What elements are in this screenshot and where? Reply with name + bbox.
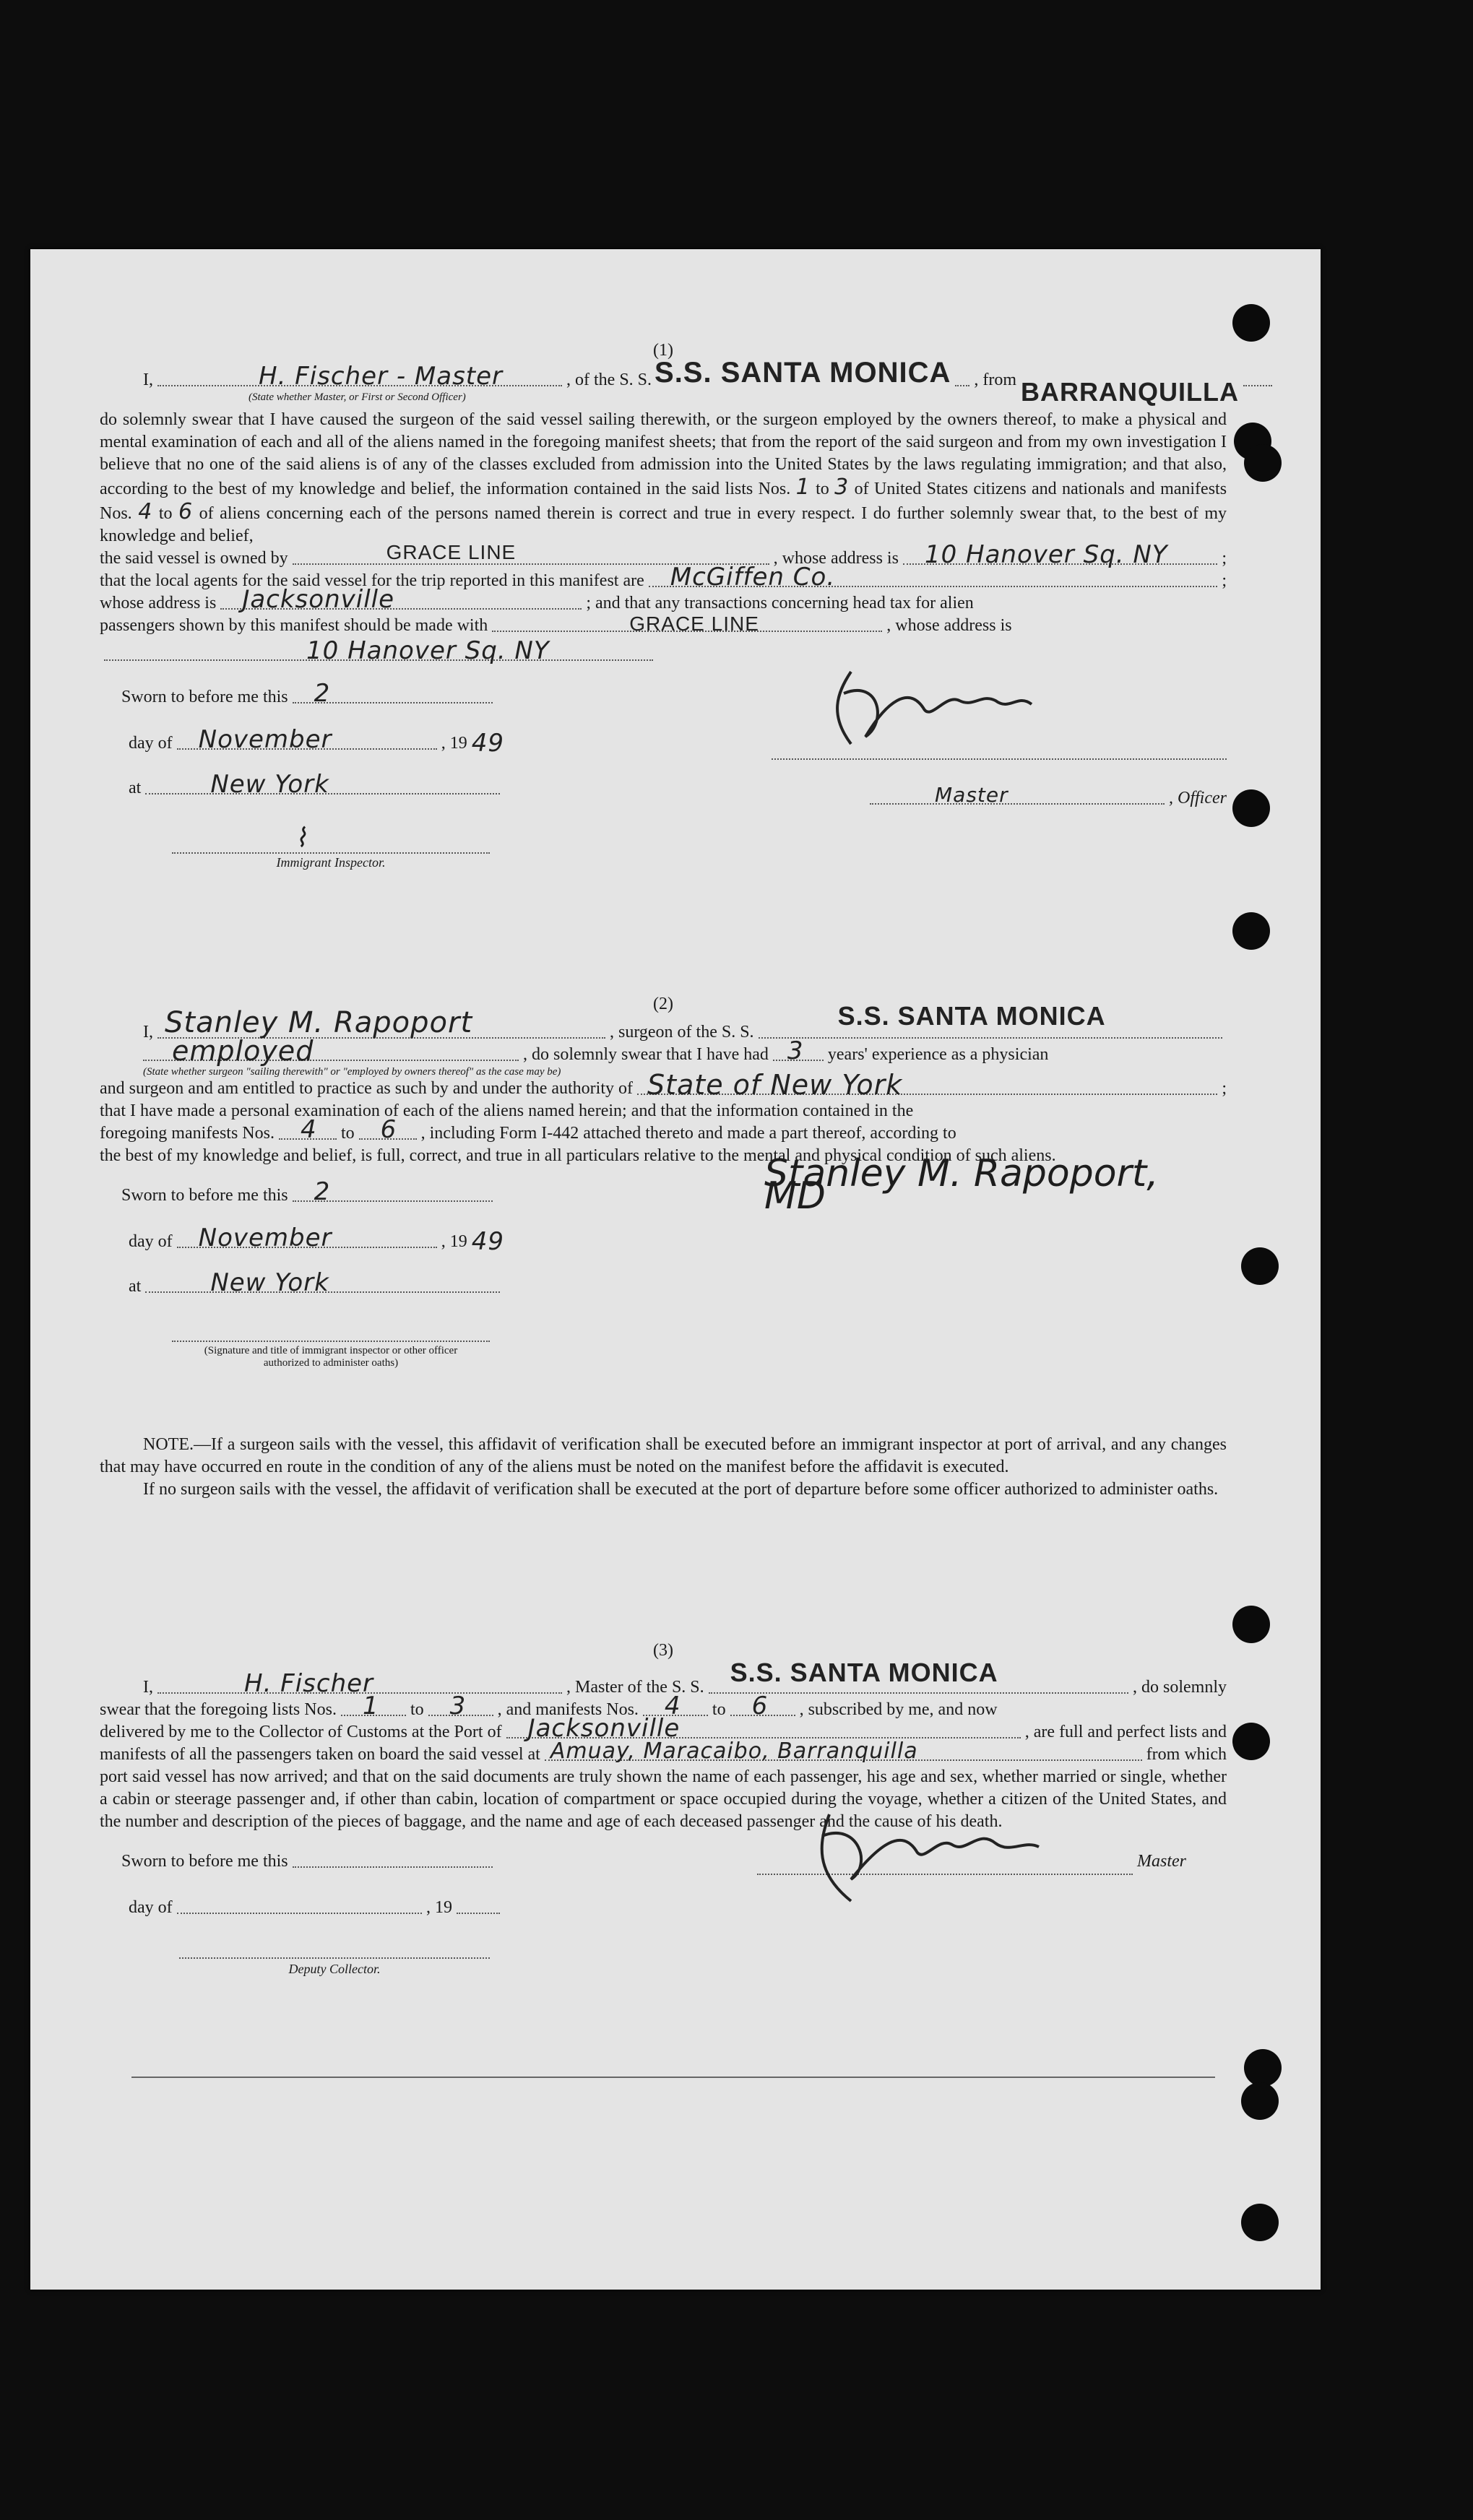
including-text: , including Form I-442 attached thereto and made a part thereof, according to bbox=[420, 1124, 956, 1143]
officer-label: , Officer bbox=[1169, 789, 1227, 807]
master-name-handwritten: H. Fischer bbox=[244, 1669, 374, 1698]
sworn-day-handwritten: 2 bbox=[314, 679, 331, 708]
punch-hole bbox=[1241, 1247, 1279, 1285]
sworn-day-field bbox=[293, 1177, 493, 1206]
punch-hole bbox=[1232, 304, 1270, 342]
vessel-field bbox=[759, 1001, 1222, 1039]
surgeon-name-handwritten: Stanley M. Rapoport bbox=[165, 1006, 473, 1039]
to-text: to bbox=[816, 480, 829, 498]
sworn-day-field bbox=[293, 679, 493, 708]
place-field bbox=[145, 770, 500, 799]
at-line bbox=[129, 1268, 504, 1298]
citizens-text: of United States citizens and nationals and manifests Nos. bbox=[100, 480, 1227, 523]
of-ss-text: , of the S. S. bbox=[566, 371, 652, 389]
manifest-to: 6 bbox=[751, 1692, 769, 1720]
vessel-field bbox=[955, 385, 969, 386]
affidavit-surgeon-section bbox=[100, 993, 1227, 1408]
master-signature-area bbox=[757, 1850, 1133, 1875]
owned-by-text: the said vessel is owned by bbox=[100, 549, 288, 568]
punch-hole bbox=[1232, 912, 1270, 950]
authority-text: and surgeon and am entitled to practice as such by and under the authority of bbox=[100, 1079, 633, 1098]
year-handwritten: 49 bbox=[471, 1227, 504, 1256]
owner-stamp: GRACE LINE bbox=[386, 541, 517, 563]
manifest-to: 6 bbox=[178, 499, 194, 524]
authority-handwritten: State of New York bbox=[647, 1069, 903, 1101]
inspector-caption: Immigrant Inspector. bbox=[276, 855, 386, 870]
manifest-from: 4 bbox=[300, 1115, 317, 1144]
oath-text: do solemnly swear that I have caused the surgeon of the said vessel sailing therewith, or the surgeon employed by the owners thereof, to make a physical and mental examination of each and all of the aliens named in the foregoing manifest sheets; that from the report of the said surgeon and from my own investigation I believe that no one of the said aliens is of any of the classes excluded from admission into the United States by the laws regulating immigration; and that also, according to the best of my knowledge and belief, the information contained in the said lists Nos. bbox=[100, 410, 1227, 498]
officer-title-handwritten: Master bbox=[935, 783, 1008, 807]
manifest-from-field bbox=[279, 1115, 337, 1144]
inspector-signature: ⌇ bbox=[172, 820, 490, 854]
master-of-text: , Master of the S. S. bbox=[566, 1678, 704, 1697]
vessel-name-stamp: S.S. SANTA MONICA bbox=[655, 357, 951, 389]
deputy-caption: Deputy Collector. bbox=[288, 1962, 381, 1976]
sworn-line bbox=[121, 679, 497, 709]
lists-from: 1 bbox=[362, 1692, 379, 1720]
sworn-line bbox=[121, 1177, 497, 1207]
master-label: Master bbox=[1137, 1852, 1186, 1871]
affidavit-page bbox=[30, 249, 1321, 2290]
pronoun: I, bbox=[143, 1678, 153, 1697]
from-which-text: from which bbox=[1146, 1745, 1227, 1764]
day-of-line bbox=[129, 725, 504, 758]
sworn-line bbox=[121, 1850, 497, 1873]
sworn-text: Sworn to before me this bbox=[121, 1186, 288, 1205]
owner-address-handwritten: 10 Hanover Sq. NY bbox=[924, 540, 1168, 569]
at-text: at bbox=[129, 779, 142, 797]
authority-line: and surgeon and am entitled to practice as such by and under the authority of State of New York ; bbox=[100, 1069, 1227, 1101]
month-field bbox=[177, 1224, 437, 1252]
note-text: —If a surgeon sails with the vessel, this affidavit of verification shall be executed before an immigrant inspector at port of arrival, and any changes that may have occurred en route in the condition of any of the aliens must be noted on the manifest before the affidavit is executed. bbox=[100, 1435, 1227, 1476]
lists-from-field bbox=[341, 1692, 406, 1720]
passengers-text: passengers shown by this manifest should be made with bbox=[100, 616, 488, 635]
head-tax-text: ; and that any transactions concerning head tax for alien bbox=[586, 594, 974, 612]
full-text: , are full and perfect lists and bbox=[1024, 1723, 1227, 1741]
year-prefix: , 19 bbox=[441, 1232, 467, 1251]
whose-address-text: , whose address is bbox=[886, 616, 1012, 635]
officer-title-field bbox=[870, 783, 1165, 807]
lists-from: 1 bbox=[795, 475, 811, 500]
month-handwritten: November bbox=[198, 725, 332, 754]
officer-line bbox=[865, 783, 1227, 810]
vessel-field bbox=[709, 1658, 1128, 1694]
agents-line: that the local agents for the said vessel for the trip reported in this manifest are McGiffen Co. ; bbox=[100, 563, 1227, 592]
punch-hole bbox=[1232, 1606, 1270, 1643]
employed-field bbox=[143, 1035, 519, 1067]
month-field bbox=[177, 1913, 422, 1914]
manifest-from: 4 bbox=[664, 1692, 681, 1720]
affidavit-delivery-section bbox=[100, 1640, 1227, 2017]
port-stamp: BARRANQUILLA bbox=[1021, 377, 1239, 407]
owner-line: the said vessel is owned by GRACE LINE , whose address is 10 Hanover Sq. NY ; bbox=[100, 540, 1227, 569]
belief-text: the best of my knowledge and belief, is full, correct, and true in all particulars relative to the mental and physical condition of such aliens. bbox=[100, 1146, 1056, 1165]
at-text: at bbox=[129, 1277, 142, 1296]
boarded-handwritten: Amuay, Maracaibo, Barranquilla bbox=[550, 1739, 918, 1764]
swear-text: , do solemnly swear that I have had bbox=[523, 1045, 769, 1064]
affidavit-master-section bbox=[100, 339, 1239, 939]
agents-address-handwritten: Jacksonville bbox=[242, 585, 394, 614]
officer-signature bbox=[822, 650, 1039, 758]
section-number: (2) bbox=[653, 995, 673, 1013]
place-handwritten: New York bbox=[210, 770, 329, 799]
punch-hole bbox=[1244, 2049, 1282, 2087]
agents-address-field bbox=[220, 585, 582, 614]
manifests-text: , and manifests Nos. bbox=[497, 1700, 639, 1719]
to-text: to bbox=[712, 1700, 726, 1719]
at-line bbox=[129, 770, 504, 800]
pronoun: I, bbox=[143, 1023, 153, 1042]
day-of-line bbox=[129, 1897, 504, 1919]
sworn-text: Sworn to before me this bbox=[121, 688, 288, 706]
note-paragraph bbox=[100, 1434, 1227, 1478]
note-text-2: If no surgeon sails with the vessel, the affidavit of verification shall be executed at the port of departure before some officer authorized to administer oaths. bbox=[143, 1480, 1219, 1499]
tax-address-line bbox=[100, 637, 1227, 666]
bottom-rule bbox=[131, 2077, 1215, 2078]
year-handwritten: 49 bbox=[471, 729, 504, 758]
manifest-to: 6 bbox=[380, 1115, 397, 1144]
boarded-line bbox=[100, 1739, 1227, 1766]
punch-hole bbox=[1232, 1723, 1270, 1760]
year-field bbox=[457, 1913, 500, 1914]
master-signature bbox=[800, 1800, 1046, 1908]
section-number: (3) bbox=[653, 1641, 673, 1660]
manifests-of-text: manifests of all the passengers taken on board the said vessel at bbox=[100, 1745, 540, 1764]
officer-signature-area bbox=[772, 693, 1227, 760]
punch-hole bbox=[1241, 2204, 1279, 2241]
master-name-field bbox=[157, 1669, 562, 1698]
officer-caption: (Signature and title of immigrant inspector or other officer authorized to administer oaths) bbox=[204, 1345, 458, 1369]
note-block bbox=[100, 1434, 1227, 1501]
employed-line bbox=[100, 1035, 1227, 1067]
taxco-stamp: GRACE LINE bbox=[629, 612, 759, 635]
master-name-field bbox=[157, 362, 562, 391]
solemnly-text: , do solemnly bbox=[1133, 1678, 1227, 1697]
delivered-text: delivered by me to the Collector of Customs at the Port of bbox=[100, 1723, 502, 1741]
sworn-day-handwritten: 2 bbox=[314, 1177, 331, 1206]
section-number: (1) bbox=[653, 341, 673, 360]
inspector-signature bbox=[172, 1312, 490, 1342]
foregoing-line bbox=[100, 1115, 1227, 1145]
employed-handwritten: employed bbox=[172, 1035, 314, 1067]
punch-hole bbox=[1241, 2082, 1279, 2120]
years-handwritten: 3 bbox=[787, 1036, 804, 1065]
whose-address-text: whose address is bbox=[100, 594, 217, 612]
examination-clause: that I have made a personal examination of each of the aliens named herein; and that the information contained in the bbox=[100, 1101, 914, 1120]
collector-signature-line bbox=[179, 1950, 490, 1959]
master-line bbox=[100, 1658, 1227, 1699]
port-field bbox=[1243, 385, 1272, 386]
manifest-from: 4 bbox=[138, 499, 153, 524]
manifest-to-field bbox=[359, 1115, 417, 1144]
years-text: years' experience as a physician bbox=[827, 1045, 1049, 1064]
tax-address-field bbox=[104, 636, 653, 665]
lists-to-field bbox=[428, 1692, 493, 1720]
agents-address-line bbox=[100, 585, 1227, 615]
to-text: to bbox=[158, 504, 173, 523]
master-name-handwritten: H. Fischer - Master bbox=[259, 362, 504, 391]
day-of-text: day of bbox=[129, 1898, 173, 1917]
passengers-line bbox=[100, 612, 1227, 637]
to-text: to bbox=[410, 1700, 424, 1719]
place-field bbox=[145, 1268, 500, 1297]
whose-address-text: , whose address is bbox=[773, 549, 899, 568]
sworn-block bbox=[100, 679, 1227, 939]
surgeon-signature: Stanley M. Rapoport, MD bbox=[764, 1152, 1159, 1218]
owner-address-field bbox=[903, 540, 1217, 569]
taxco-field bbox=[492, 612, 882, 635]
pronoun: I, bbox=[143, 371, 153, 389]
year-prefix: , 19 bbox=[426, 1898, 452, 1917]
surgeon-of-text: , surgeon of the S. S. bbox=[610, 1023, 754, 1042]
port-handwritten: Jacksonville bbox=[527, 1714, 681, 1743]
boarded-field bbox=[545, 1739, 1142, 1764]
aliens-text: of aliens concerning each of the persons named therein is correct and true in every respect. I do further solemnly swear that, to the best of my knowledge and belief, bbox=[100, 504, 1227, 545]
vessel-name-stamp: S.S. SANTA MONICA bbox=[837, 1001, 1106, 1031]
examination-text bbox=[100, 1100, 1227, 1122]
agents-text: that the local agents for the said vessel for the trip reported in this manifest are bbox=[100, 571, 644, 590]
day-of-text: day of bbox=[129, 734, 173, 753]
years-field bbox=[773, 1036, 824, 1065]
state-caption: (State whether Master, or First or Second Officer) bbox=[249, 391, 466, 403]
documents-text: port said vessel has now arrived; and that on the said documents are truly shown the name of each passenger, his age and sex, whether married or single, whether a cabin or steerage passenger and, if other than cabin, location of compartment or space occupied during the voyage, whether a citizen of the United States, and the number and description of the pieces of baggage, and the name and age of each deceased passenger and the cause of his death. bbox=[100, 1767, 1227, 1831]
sworn-block bbox=[100, 1843, 1227, 2017]
lists-to: 3 bbox=[834, 475, 850, 500]
oath-paragraph bbox=[100, 409, 1227, 547]
sworn-day-field bbox=[293, 1866, 493, 1868]
day-of-text: day of bbox=[129, 1232, 173, 1251]
note-label: NOTE. bbox=[143, 1435, 194, 1454]
to-text: to bbox=[340, 1124, 355, 1143]
month-handwritten: November bbox=[198, 1224, 332, 1252]
state-caption: (State whether surgeon "sailing therewith" or "employed by owners thereof" as the case may be) bbox=[143, 1066, 561, 1078]
foregoing-text: foregoing manifests Nos. bbox=[100, 1124, 275, 1143]
lists-to: 3 bbox=[449, 1692, 467, 1720]
vessel-name-stamp: S.S. SANTA MONICA bbox=[730, 1658, 998, 1687]
swear-lists-text: swear that the foregoing lists Nos. bbox=[100, 1700, 337, 1719]
sworn-text: Sworn to before me this bbox=[121, 1852, 288, 1871]
manifest-to-field bbox=[730, 1692, 795, 1720]
tax-address-handwritten: 10 Hanover Sq. NY bbox=[306, 636, 550, 665]
place-handwritten: New York bbox=[210, 1268, 329, 1297]
month-field bbox=[177, 725, 437, 754]
subscribed-text: , subscribed by me, and now bbox=[799, 1700, 998, 1719]
year-prefix: , 19 bbox=[441, 734, 467, 753]
day-of-line bbox=[129, 1224, 504, 1256]
punch-hole bbox=[1232, 789, 1270, 827]
from-text: , from bbox=[974, 371, 1017, 389]
punch-hole bbox=[1244, 444, 1282, 482]
agents-handwritten: McGiffen Co. bbox=[670, 563, 836, 592]
